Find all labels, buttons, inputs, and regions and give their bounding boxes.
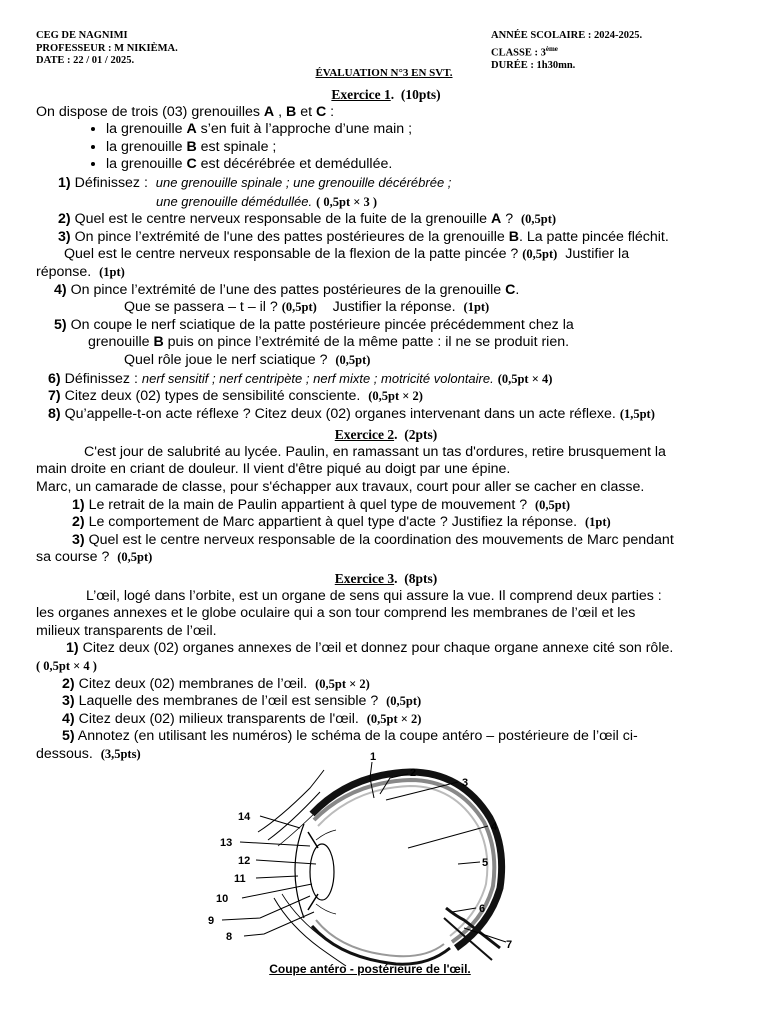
ex1-question-3-end: réponse. (1pt) xyxy=(36,263,125,280)
exercise-1-title: Exercice 1. (10pts) xyxy=(331,87,441,102)
exercise-2-title: Exercice 2. (2pts) xyxy=(334,427,438,443)
ex2-question-3: 3) Quel est le centre nerveux responsable de la coordination des mouvements de Marc pendant xyxy=(72,531,674,548)
header-left xyxy=(36,30,178,68)
label-2: 2 xyxy=(410,767,417,779)
ex3-question-4: 4) Citez deux (02) milieux transparents de l'œil. (0,5pt × 2) xyxy=(62,710,422,727)
header-right xyxy=(491,30,642,72)
exam-duration: DURÉE : 1h30mn. xyxy=(491,59,576,71)
list-item: • la grenouille B est spinale ; xyxy=(106,139,736,157)
globe-lower xyxy=(312,926,450,964)
label-3: 3 xyxy=(462,777,469,789)
ex2-text-b: main droite en criant de douleur. Il vient d'être piqué au doigt par une épine. xyxy=(36,461,511,478)
label-11: 11 xyxy=(234,873,246,885)
ex2-text-a: C'est jour de salubrité au lycée. Paulin, en ramassant un tas d'ordures, retire brusquement la xyxy=(84,443,666,460)
retina xyxy=(318,786,487,936)
class-level: CLASSE : 3ème xyxy=(491,44,558,58)
label-1: 1 xyxy=(370,751,377,763)
teacher-name: PROFESSEUR : M NIKIÈMA. xyxy=(36,42,178,54)
school-year: ANNÉE SCOLAIRE : 2024-2025. xyxy=(491,30,643,41)
label-6: 6 xyxy=(479,903,486,915)
ex3-question-1-pts: ( 0,5pt × 4 ) xyxy=(36,659,97,673)
list-item: • la grenouille A s’en fuit à l’approche d’une main ; xyxy=(106,121,736,139)
ex1-question-8: 8) Qu’appelle-t-on acte réflexe ? Citez deux (02) organes intervenant dans un acte réflexe. (1,5pt) xyxy=(48,405,655,422)
ex3-question-2: 2) Citez deux (02) membranes de l’œil. (0,5pt × 2) xyxy=(62,675,370,692)
ex1-question-6: 6) Définissez : nerf sensitif ; nerf centripète ; nerf mixte ; motricité volontaire. (0,5pt × 4) xyxy=(48,370,553,387)
figure-caption: Coupe antéro - postérieure de l'œil. xyxy=(269,962,471,976)
ex2-question-3-cont: sa course ? (0,5pt) xyxy=(36,549,153,566)
ex1-question-1: 1) Définissez : une grenouille spinale ; une grenouille décérébrée ; xyxy=(58,174,452,191)
ex3-question-3: 3) Laquelle des membranes de l’œil est sensible ? (0,5pt) xyxy=(62,693,422,710)
ex2-question-2: 2) Le comportement de Marc appartient à quel type d'acte ? Justifiez la réponse. (1pt) xyxy=(72,514,611,531)
exam-date: DATE : 22 / 01 / 2025. xyxy=(36,55,135,66)
lens xyxy=(310,844,334,900)
upper-eyelid-line xyxy=(258,770,324,832)
ex3-text-b: les organes annexes et le globe oculaire qui a son tour comprend les membranes de l’œil et les xyxy=(36,605,636,622)
ciliary-body-upper xyxy=(316,830,336,840)
ex1-question-4-cont: Que se passera – t – il ? (0,5pt) Justifier la réponse. (1pt) xyxy=(124,299,490,316)
ex3-question-5-cont: dessous. (3,5pts) xyxy=(36,745,141,762)
ex1-question-1-cont: une grenouille démédullée. ( 0,5pt × 3 ) xyxy=(156,193,378,209)
ex1-question-7: 7) Citez deux (02) types de sensibilité consciente. (0,5pt × 2) xyxy=(48,388,423,405)
ex2-question-1: 1) Le retrait de la main de Paulin appartient à quel type de mouvement ? (0,5pt) xyxy=(72,496,571,513)
label-12: 12 xyxy=(238,855,251,867)
eye-diagram xyxy=(200,748,560,984)
ex3-text-a: L’œil, logé dans l’orbite, est un organe de sens qui assure la vue. Il comprend deux parties : xyxy=(86,587,662,604)
exercise-3-title: Exercice 3. (8pts) xyxy=(334,571,438,587)
list-item: • la grenouille C est décérébrée et demédullée. xyxy=(106,156,736,174)
school-name: CEG DE NAGNIMI xyxy=(36,30,128,41)
frog-list xyxy=(36,121,736,174)
label-14: 14 xyxy=(238,811,251,823)
label-5: 5 xyxy=(482,857,489,869)
label-4: 4 xyxy=(491,821,498,833)
ex1-question-5: 5) On coupe le nerf sciatique de la patte postérieure pincée précédemment chez la xyxy=(54,316,574,333)
ex1-question-5-cont: grenouille B puis on pince l’extrémité de la même patte : il ne se produit rien. xyxy=(88,334,570,351)
ex3-question-5: 5) Annotez (en utilisant les numéros) le schéma de la coupe antéro – postérieure de l’œil ci- xyxy=(62,728,638,745)
label-10: 10 xyxy=(216,893,229,905)
ex3-question-1: 1) Citez deux (02) organes annexes de l’œil et donnez pour chaque organe annexe cité son rôle. xyxy=(66,640,674,657)
label-13: 13 xyxy=(220,837,233,849)
ciliary-body-lower xyxy=(316,904,336,914)
ex1-question-3: 3) On pince l’extrémité de l'une des pattes postérieures de la grenouille B. La patte pincée fléchit. xyxy=(58,228,669,245)
ex1-question-5-end: Quel rôle joue le nerf sciatique ? (0,5pt) xyxy=(124,351,371,368)
ex1-question-3-cont: Quel est le centre nerveux responsable de la flexion de la patte pincée ? (0,5pt) Justifier la xyxy=(64,246,630,263)
ex2-text-c: Marc, un camarade de classe, pour s'échapper aux travaux, court pour aller se cacher en classe. xyxy=(36,479,645,496)
exercise-1-intro: On dispose de trois (03) grenouilles A , B et C : xyxy=(36,103,335,120)
label-9: 9 xyxy=(208,915,215,927)
cornea xyxy=(295,824,304,918)
ex1-question-2: 2) Quel est le centre nerveux responsable de la fuite de la grenouille A ? (0,5pt) xyxy=(58,211,557,228)
ex3-text-c: milieux transparents de l’œil. xyxy=(36,622,217,639)
globe-lower-inner xyxy=(316,920,444,956)
document-body xyxy=(36,86,736,764)
choroid xyxy=(314,780,494,942)
exam-title: ÉVALUATION N°3 EN SVT. xyxy=(315,67,453,79)
ex1-question-4: 4) On pince l’extrémité de l’une des pattes postérieures de la grenouille C. xyxy=(54,281,520,298)
label-7: 7 xyxy=(506,939,513,951)
label-8: 8 xyxy=(226,931,233,943)
